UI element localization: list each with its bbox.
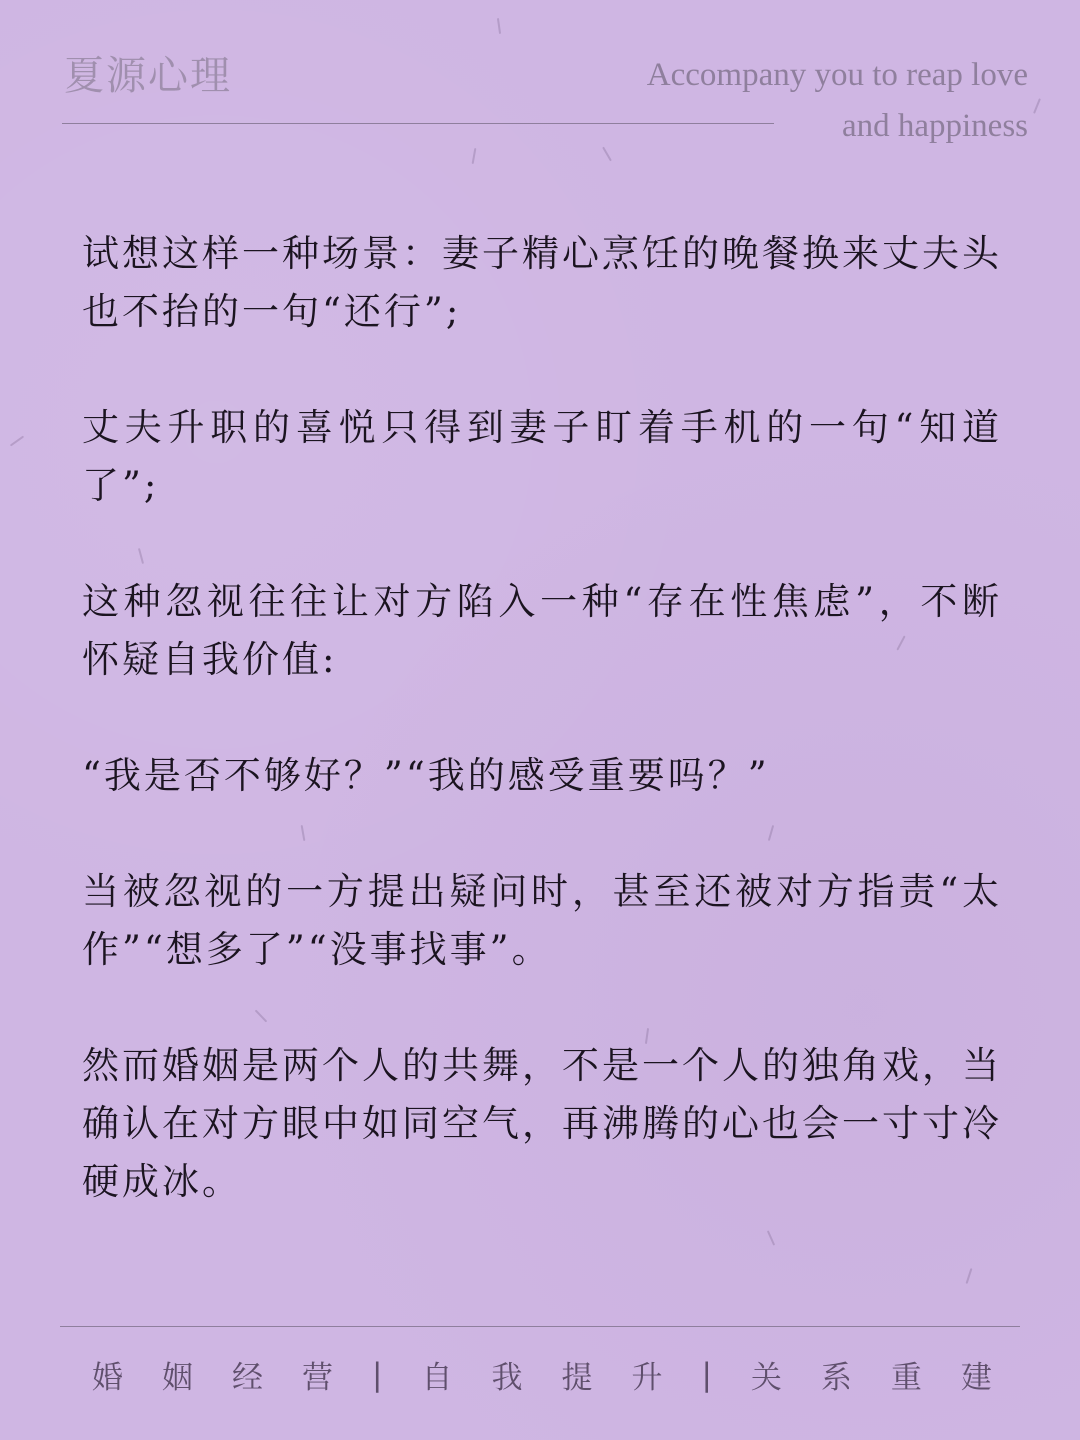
paper-fiber xyxy=(472,148,477,164)
footer-char: 姻 xyxy=(162,1360,193,1396)
paper-fiber xyxy=(966,1268,973,1284)
paragraph-1: 试想这样一种场景：妻子精心烹饪的晚餐换来丈夫头也不抬的一句“还行”; xyxy=(82,232,1002,333)
paragraph-3: 这种忽视往往让对方陷入一种“存在性焦虑”，不断怀疑自我价值: xyxy=(82,580,1002,681)
brand-title: 夏源心理 xyxy=(64,53,232,99)
footer-char: 关 xyxy=(750,1360,782,1396)
paper-fiber xyxy=(10,436,24,447)
paragraph-5: 当被忽视的一方提出疑问时，甚至还被对方指责“太作”“想多了”“没事找事”。 xyxy=(82,870,1002,971)
footer-char: 经 xyxy=(232,1360,263,1396)
footer-char: 升 xyxy=(631,1360,663,1396)
footer-tags xyxy=(92,1352,992,1397)
footer-separator: | xyxy=(372,1356,383,1393)
footer-char: 我 xyxy=(491,1360,523,1396)
footer-divider xyxy=(60,1326,1020,1327)
footer-char: 提 xyxy=(561,1360,593,1396)
paper-fiber xyxy=(497,18,501,34)
slogan-line-2: and happiness xyxy=(841,108,1028,144)
footer-char: 自 xyxy=(421,1360,453,1396)
slogan-line-1: Accompany you to reap love xyxy=(646,57,1028,93)
footer-char: 建 xyxy=(960,1360,992,1396)
footer-char: 重 xyxy=(890,1360,922,1396)
paper-fiber xyxy=(1033,98,1041,114)
article-body xyxy=(82,225,1002,1269)
paragraph-2: 丈夫升职的喜悦只得到妻子盯着手机的一句“知道了”; xyxy=(82,406,1002,507)
footer-char: 婚 xyxy=(92,1360,123,1396)
paragraph-6: 然而婚姻是两个人的共舞，不是一个人的独角戏，当确认在对方眼中如同空气，再沸腾的心也会一寸寸冷硬成冰。 xyxy=(82,1044,1002,1203)
header-divider xyxy=(62,123,774,124)
paragraph-4: “我是否不够好？”“我的感受重要吗？” xyxy=(82,754,770,797)
footer-char: 系 xyxy=(820,1360,852,1396)
footer-char: 营 xyxy=(302,1360,333,1396)
slogan xyxy=(588,50,1028,152)
footer-separator: | xyxy=(701,1356,712,1393)
